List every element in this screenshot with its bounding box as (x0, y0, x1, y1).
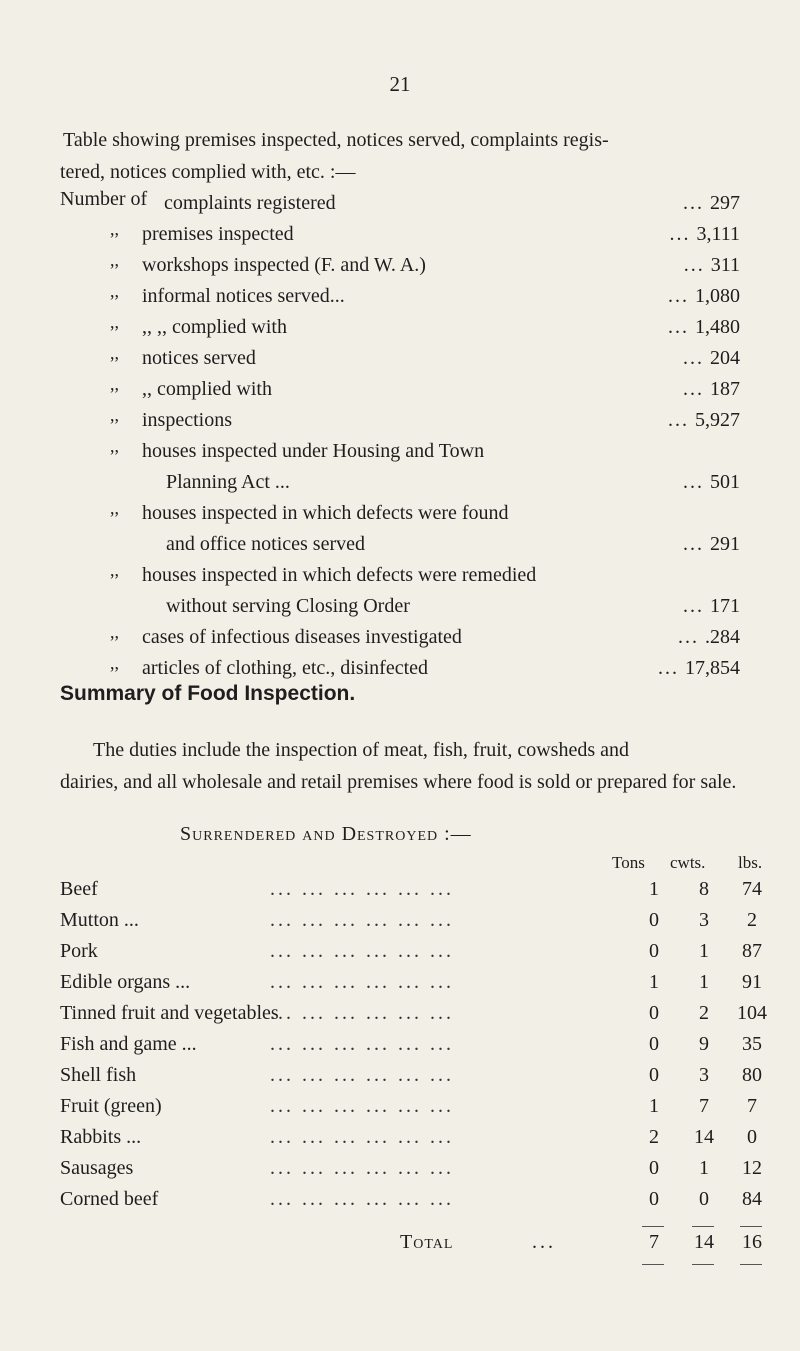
intro-paragraph (60, 124, 750, 188)
table-row (60, 1126, 757, 1157)
stat-value: .284 (705, 626, 740, 648)
food-cwts-cell: 1 (699, 971, 709, 993)
stat-label (142, 281, 662, 312)
table-row (60, 1188, 762, 1219)
stat-leader-dots: ... (683, 595, 704, 617)
food-cwts-cell: 14 (694, 1126, 714, 1148)
food-tons-cell: 0 (649, 1157, 659, 1179)
food-tons-cell: 0 (649, 1188, 659, 1210)
ditto-mark: ,, (110, 498, 119, 518)
stat-label-line-1: ,, ,, complied with (142, 316, 287, 338)
food-lbs-cell: 91 (742, 971, 762, 993)
table-row (60, 878, 762, 909)
stat-label (164, 188, 684, 219)
stat-value-cell (668, 316, 740, 339)
food-inspection-table (60, 878, 767, 1219)
surrendered-heading: Surrendered and Destroyed :— (180, 823, 472, 845)
total-row (60, 1231, 762, 1262)
stat-value-cell (683, 378, 740, 401)
stat-leader-dots: ... (683, 192, 704, 214)
total-cwts: 14 (694, 1231, 714, 1253)
ditto-mark: ,, (110, 622, 119, 642)
summary-title: Summary of Food Inspection. (60, 682, 356, 705)
leader-dots: ... ... ... ... ... ... (270, 940, 454, 962)
food-item-name: Fruit (green) (60, 1095, 162, 1117)
food-tons-cell: 0 (649, 1064, 659, 1086)
stat-value-cell (668, 285, 740, 308)
food-item-name: Pork (60, 940, 98, 962)
stat-label (142, 436, 662, 498)
ditto-mark: ,, (110, 343, 119, 363)
food-lbs-cell: 74 (742, 878, 762, 900)
stat-value-cell (658, 657, 740, 680)
stat-value: 297 (710, 192, 740, 214)
summary-line-1: The duties include the inspection of meat, fish, fruit, cowsheds and (93, 739, 629, 761)
column-header-lbs: lbs. (738, 853, 763, 872)
food-lbs-cell: 2 (747, 909, 757, 931)
ditto-mark: ,, (110, 219, 119, 239)
leader-dots: ... ... ... ... ... ... (270, 1033, 454, 1055)
stat-value: 204 (710, 347, 740, 369)
stat-row (60, 250, 740, 281)
intro-line-2: tered, notices complied with, etc. :— (60, 161, 356, 183)
stat-value: 5,927 (695, 409, 740, 431)
food-lbs-cell: 0 (747, 1126, 757, 1148)
leader-dots: ... ... ... ... ... ... (270, 1095, 454, 1117)
leader-dots: ... ... ... ... ... ... (270, 1064, 454, 1086)
intro-line-1: Table showing premises inspected, notices served, complaints regis- (63, 129, 609, 151)
food-tons-cell: 2 (649, 1126, 659, 1148)
total-tons: 7 (649, 1231, 659, 1253)
total-lbs: 16 (742, 1231, 762, 1253)
food-cwts-cell: 8 (699, 878, 709, 900)
stat-value: 187 (710, 378, 740, 400)
stat-label (142, 653, 662, 684)
food-tons-cell: 0 (649, 909, 659, 931)
stat-label-line-1: informal notices served... (142, 285, 345, 307)
summary-paragraph (60, 734, 740, 798)
stat-value-cell (683, 192, 740, 215)
bottom-rule-tons (642, 1264, 664, 1265)
table-row (60, 1157, 762, 1188)
food-item-name: Shell fish (60, 1064, 137, 1086)
leader-dots: ... ... ... ... ... ... (270, 878, 454, 900)
stat-value-cell (683, 595, 740, 618)
food-lbs-cell: 7 (747, 1095, 757, 1117)
total-leader-dots: ... (532, 1231, 556, 1253)
stat-value-cell (684, 254, 740, 277)
stat-row (60, 219, 740, 250)
stat-value-cell (668, 409, 740, 432)
stat-label (142, 219, 662, 250)
food-tons-cell: 0 (649, 1002, 659, 1024)
ditto-mark: ,, (110, 281, 119, 301)
stat-row (60, 343, 740, 374)
leader-dots: ... ... ... ... ... ... (270, 1126, 454, 1148)
stat-value-cell (683, 533, 740, 556)
stat-row (60, 405, 740, 436)
food-tons-cell: 0 (649, 1033, 659, 1055)
table-row (60, 940, 762, 971)
food-lbs-cell: 84 (742, 1188, 762, 1210)
stat-label (142, 498, 662, 560)
stat-row (60, 436, 740, 498)
stat-value: 3,111 (696, 223, 740, 245)
stat-value-cell (669, 223, 740, 246)
page-number: 21 (389, 72, 411, 96)
stat-leader-dots: ... (683, 471, 704, 493)
stat-label-line-2: and office notices served (166, 533, 365, 555)
food-cwts-cell: 3 (699, 909, 709, 931)
stat-value: 1,480 (695, 316, 740, 338)
ditto-mark: ,, (110, 374, 119, 394)
column-header-tons: Tons (612, 853, 645, 872)
leader-dots: ... ... ... ... ... ... (270, 971, 454, 993)
stat-leader-dots: ... (668, 285, 689, 307)
stat-label-line-1: houses inspected under Housing and Town (142, 440, 485, 462)
leader-dots: ... ... ... ... ... ... (270, 1157, 454, 1179)
ditto-mark: ,, (110, 560, 119, 580)
food-item-name: Beef (60, 878, 98, 900)
food-lbs-cell: 80 (742, 1064, 762, 1086)
ditto-mark: ,, (110, 653, 119, 673)
stat-label (142, 374, 662, 405)
food-item-name: Mutton ... (60, 909, 139, 931)
food-item-name: Fish and game ... (60, 1033, 197, 1055)
stat-value: 17,854 (685, 657, 740, 679)
stat-label-line-1: houses inspected in which defects were remedied (142, 564, 537, 586)
table-row (60, 971, 762, 1002)
food-item-name: Tinned fruit and vegetables (60, 1002, 279, 1024)
stat-value: 171 (710, 595, 740, 617)
food-lbs-cell: 104 (737, 1002, 767, 1024)
stat-label (142, 622, 662, 653)
bottom-rule-cwts (692, 1264, 714, 1265)
food-cwts-cell: 1 (699, 940, 709, 962)
stat-label-line-1: workshops inspected (F. and W. A.) (142, 254, 426, 276)
total-rule-cwts (692, 1226, 714, 1227)
food-tons-cell: 0 (649, 940, 659, 962)
food-cwts-cell: 2 (699, 1002, 709, 1024)
stat-value: 501 (710, 471, 740, 493)
food-cwts-cell: 1 (699, 1157, 709, 1179)
leader-dots: ... ... ... ... ... ... (270, 1188, 454, 1210)
stat-row (60, 281, 740, 312)
food-tons-cell: 1 (649, 1095, 659, 1117)
ditto-mark: ,, (110, 312, 119, 332)
ditto-mark: ,, (110, 405, 119, 425)
food-lbs-cell: 12 (742, 1157, 762, 1179)
stat-label-line-1: houses inspected in which defects were found (142, 502, 509, 524)
stat-row (60, 188, 740, 219)
stat-row (60, 312, 740, 343)
stat-leader-dots: ... (658, 657, 679, 679)
food-lbs-cell: 35 (742, 1033, 762, 1055)
ditto-mark: ,, (110, 436, 119, 456)
ditto-mark: ,, (110, 250, 119, 270)
stat-row (60, 622, 740, 653)
stat-leader-dots: ... (683, 254, 705, 276)
stat-leader-dots: ... (683, 347, 704, 369)
stat-label (142, 560, 662, 622)
complaints-statistics-list (60, 188, 740, 684)
stat-row (60, 653, 740, 684)
stat-label-line-1: cases of infectious diseases investigated (142, 626, 462, 648)
stat-label (142, 312, 662, 343)
stat-row (60, 560, 740, 622)
total-rule-lbs (740, 1226, 762, 1227)
food-item-name: Edible organs ... (60, 971, 191, 993)
total-rule-tons (642, 1226, 664, 1227)
stat-label-line-1: notices served (142, 347, 256, 369)
food-lbs-cell: 87 (742, 940, 762, 962)
food-cwts-cell: 3 (699, 1064, 709, 1086)
stat-value-cell (678, 626, 740, 649)
table-row (60, 1033, 762, 1064)
table-row (60, 1064, 762, 1095)
stat-row (60, 374, 740, 405)
stat-leader-dots: ... (683, 533, 704, 555)
stat-leader-dots: ... (668, 409, 689, 431)
stat-label-line-1: complaints registered (164, 192, 336, 214)
food-cwts-cell: 9 (699, 1033, 709, 1055)
stat-value-cell (683, 471, 740, 494)
food-item-name: Corned beef (60, 1188, 159, 1210)
total-label: Total (400, 1231, 454, 1253)
table-row (60, 1002, 767, 1033)
stat-value: 311 (710, 254, 740, 276)
stat-label (142, 250, 662, 281)
stat-leader-dots: ... (683, 378, 704, 400)
stat-label-line-1: premises inspected (142, 223, 294, 245)
bottom-rule-lbs (740, 1264, 762, 1265)
food-cwts-cell: 7 (699, 1095, 709, 1117)
food-tons-cell: 1 (649, 878, 659, 900)
food-item-name: Sausages (60, 1157, 134, 1179)
summary-line-rest: dairies, and all wholesale and retail premises where food is sold or prepared for sale. (60, 771, 737, 793)
stat-label-line-1: inspections (142, 409, 232, 431)
stat-row (60, 498, 740, 560)
table-row (60, 1095, 757, 1126)
stat-lead-text: Number of (60, 188, 148, 210)
stat-leader-dots: ... (669, 223, 691, 245)
food-item-name: Rabbits ... (60, 1126, 142, 1148)
stat-leader-dots: ... (668, 316, 689, 338)
leader-dots: ... ... ... ... ... ... (270, 909, 454, 931)
food-tons-cell: 1 (649, 971, 659, 993)
stat-label-line-2: Planning Act ... (166, 471, 290, 493)
table-row (60, 909, 757, 940)
stat-value: 1,080 (695, 285, 740, 307)
leader-dots: ... ... ... ... ... ... (270, 1002, 454, 1024)
stat-label-line-1: ,, complied with (142, 378, 272, 400)
column-header-cwts: cwts. (670, 853, 706, 872)
stat-label-line-1: articles of clothing, etc., disinfected (142, 657, 429, 679)
stat-leader-dots: ... (678, 626, 699, 648)
stat-value: 291 (710, 533, 740, 555)
stat-label-line-2: without serving Closing Order (166, 595, 410, 617)
stat-label (142, 405, 662, 436)
stat-value-cell (683, 347, 740, 370)
stat-label (142, 343, 662, 374)
food-cwts-cell: 0 (699, 1188, 709, 1210)
